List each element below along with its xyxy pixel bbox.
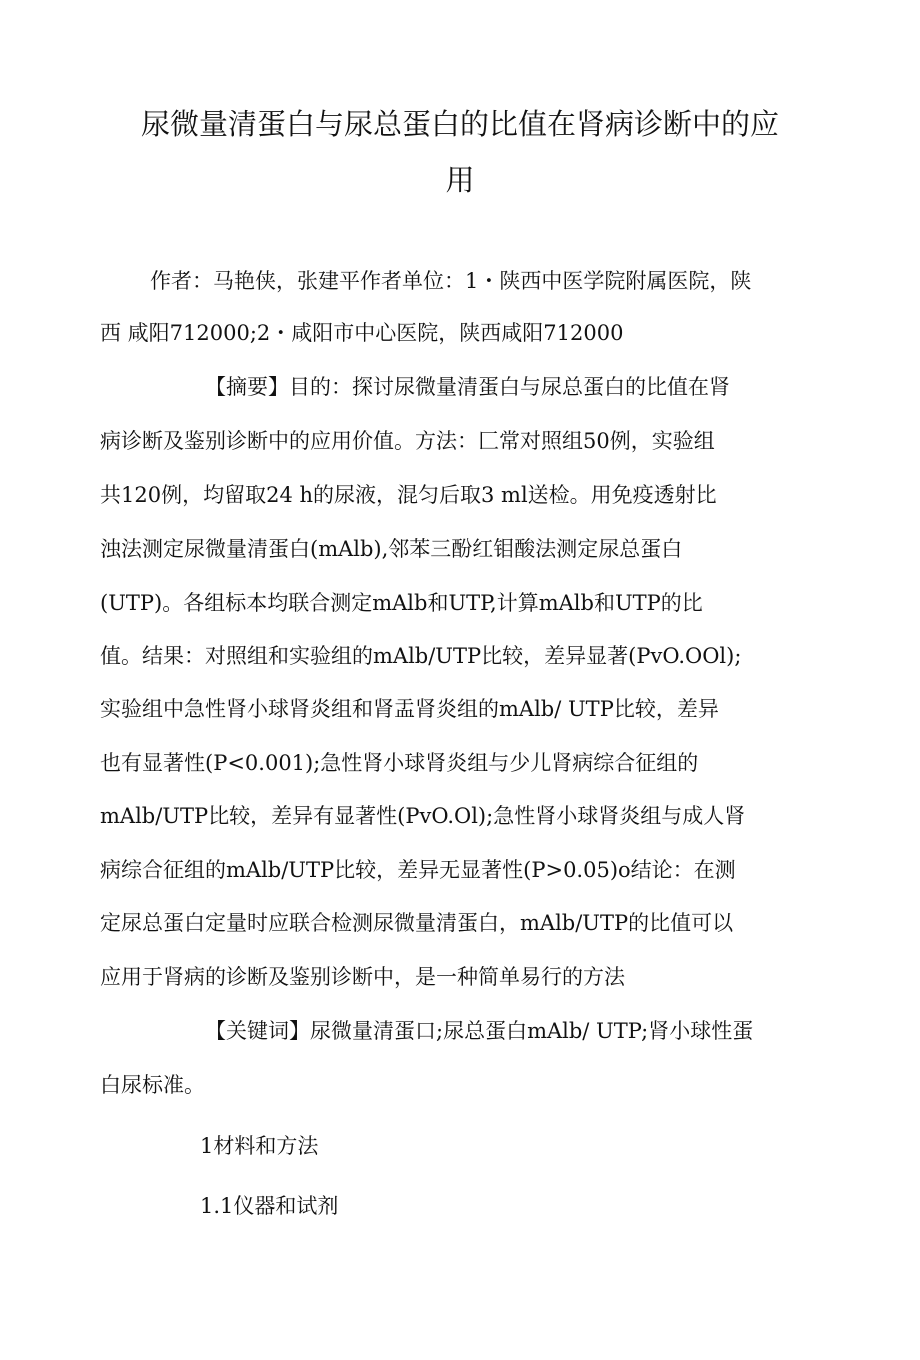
title-line-2: 用	[445, 163, 475, 197]
abstract-line: (UTP)。各组标本均联合测定mAlb和UTP,计算mAlb和UTP的比	[100, 591, 703, 615]
keywords-line-1: 【关键词】尿微量清蛋口;尿总蛋白mAlb/ UTP;肾小球性蛋	[205, 1019, 754, 1043]
subsection-heading-instruments-reagents: 1.1仪器和试剂	[200, 1194, 339, 1218]
title-line-1: 尿微量清蛋白与尿总蛋白的比值在肾病诊断中的应	[140, 107, 779, 141]
abstract-line: 共120例，均留取24 h的尿液，混匀后取3 ml送检。用免疫透射比	[100, 483, 717, 507]
abstract-line: 定尿总蛋白定量时应联合检测尿微量清蛋白，mAlb/UTP的比值可以	[100, 911, 734, 935]
abstract-line: 【摘要】目的：探讨尿微量清蛋白与尿总蛋白的比值在肾	[205, 375, 730, 399]
abstract-line: 实验组中急性肾小球肾炎组和肾盂肾炎组的mAlb/ UTP比较，差异	[100, 697, 719, 721]
abstract-line: mAlb/UTP比较，差异有显著性(PvO.Ol);急性肾小球肾炎组与成人肾	[100, 804, 746, 828]
abstract-line: 病综合征组的mAlb/UTP比较，差异无显著性(P>0.05)o结论：在测	[100, 858, 736, 882]
section-heading-materials-methods: 1材料和方法	[200, 1134, 319, 1158]
keywords-line-2: 白尿标准。	[100, 1073, 205, 1097]
author-line-2: 西 咸阳712000;2・咸阳市中心医院，陕西咸阳712000	[100, 321, 624, 345]
abstract-line: 也有显著性(P<0.001);急性肾小球肾炎组与少儿肾病综合征组的	[100, 751, 699, 775]
abstract-line: 病诊断及鉴别诊断中的应用价值。方法：匚常对照组50例，实验组	[100, 429, 715, 453]
abstract-line: 值。结果：对照组和实验组的mAlb/UTP比较，差异显著(PvO.OOl);	[100, 644, 742, 668]
abstract-line: 浊法测定尿微量清蛋白(mAlb),邻苯三酚红钼酸法测定尿总蛋白	[100, 537, 683, 561]
author-line-1: 作者：马艳侠，张建平作者单位：1・陕西中医学院附属医院，陕	[150, 269, 752, 293]
abstract-line: 应用于肾病的诊断及鉴别诊断中，是一种简单易行的方法	[100, 965, 625, 989]
document-title	[100, 96, 820, 208]
